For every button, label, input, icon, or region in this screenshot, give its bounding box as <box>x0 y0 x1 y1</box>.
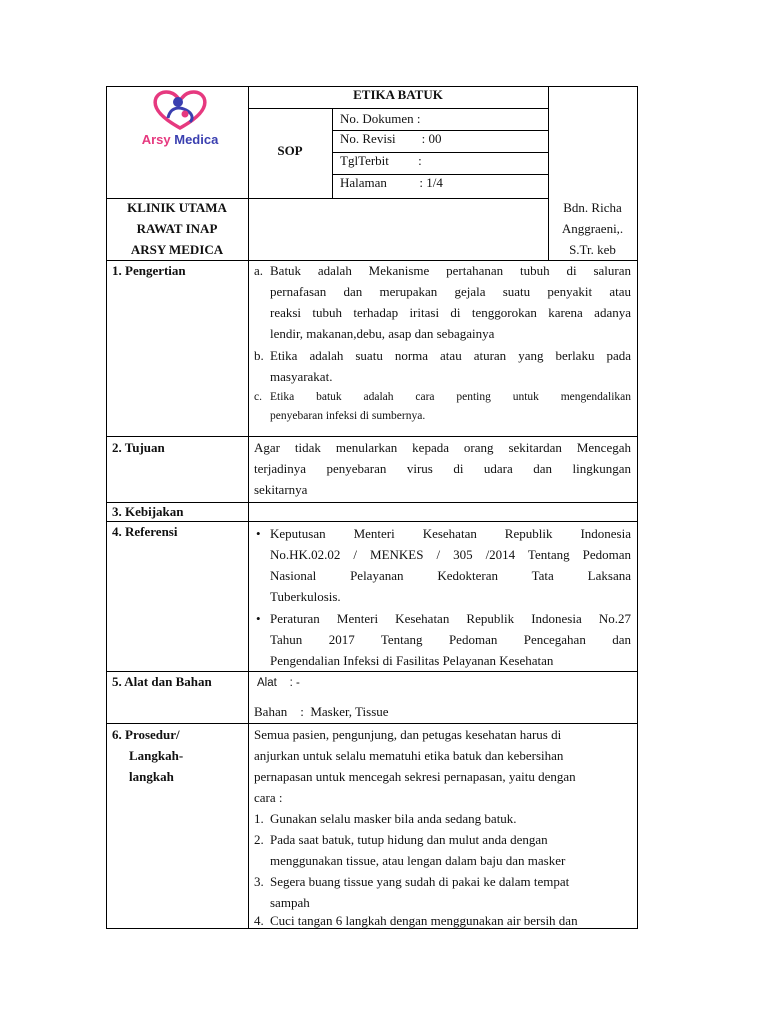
step-3-line-2: sampah <box>270 895 310 910</box>
label-pengertian: 1. Pengertian <box>112 263 186 278</box>
referensi-2-line-1: Peraturan Menteri Kesehatan Republik Indonesia No.27 <box>270 611 631 626</box>
label-prosedur-line-2: Langkah- <box>129 748 184 763</box>
row-line-kebijakan <box>106 502 638 503</box>
pengertian-a-line-4: lendir, makanan,debu, asap dan sebagainya <box>270 326 495 341</box>
marker-c: c. <box>254 391 262 403</box>
clinic-name-line-3: ARSY MEDICA <box>130 242 224 257</box>
marker-a: a. <box>254 263 264 278</box>
field-no-dokumen: No. Dokumen : <box>340 111 421 126</box>
referensi-1-line-1: Keputusan Menteri Kesehatan Republik Indonesia <box>270 526 631 541</box>
arsy-medica-logo <box>122 88 238 160</box>
header-divider-sop <box>332 108 333 198</box>
label-prosedur-line-3: langkah <box>129 769 174 784</box>
signer-line-1: Bdn. Richa <box>563 200 622 215</box>
clinic-name-line-2: RAWAT INAP <box>136 221 218 236</box>
step-2-number: 2. <box>254 832 264 847</box>
prosedur-intro-line-4: cara : <box>254 790 283 805</box>
sop-label: SOP <box>277 143 303 158</box>
logo-word-medica: Medica <box>174 132 219 147</box>
field-halaman: Halaman : 1/4 <box>340 175 443 190</box>
label-alat-bahan: 5. Alat dan Bahan <box>112 674 212 689</box>
label-referensi: 4. Referensi <box>112 524 178 539</box>
field-no-revisi: No. Revisi : 00 <box>340 131 442 146</box>
bullet-2: • <box>256 611 261 626</box>
step-3-number: 3. <box>254 874 264 889</box>
step-3-line-1: Segera buang tissue yang sudah di pakai ke dalam tempat <box>270 874 570 889</box>
logo-word-arsy: Arsy <box>141 132 171 147</box>
pengertian-c-line-1: Etika batuk adalah cara penting untuk mengendalikan <box>270 391 631 403</box>
referensi-1-line-3: Nasional Pelayanan Kedokteran Tata Laksana <box>270 568 631 583</box>
label-prosedur-line-1: 6. Prosedur/ <box>112 727 180 742</box>
step-1-number: 1. <box>254 811 264 826</box>
tujuan-line-2: terjadinya penyebaran virus di udara dan lingkungan <box>254 461 631 476</box>
marker-b: b. <box>254 348 264 363</box>
referensi-1-line-2: No.HK.02.02 / MENKES / 305 /2014 Tentang Pedoman <box>270 547 631 562</box>
step-4-number: 4. <box>254 913 264 928</box>
step-4-line-1: Cuci tangan 6 langkah dengan menggunakan air bersih dan <box>270 913 578 928</box>
row-line-referensi <box>106 521 638 522</box>
prosedur-intro-line-1: Semua pasien, pengunjung, dan petugas kesehatan harus di <box>254 727 562 742</box>
prosedur-intro-line-3: pernapasan untuk mencegah sekresi pernapasan, yaitu dengan <box>254 769 576 784</box>
label-tujuan: 2. Tujuan <box>112 440 165 455</box>
tujuan-line-1: Agar tidak menularkan kepada orang sekitardan Mencegah <box>254 440 631 455</box>
field-tgl-terbit: TglTerbit : <box>340 153 422 168</box>
pengertian-c-line-2: penyebaran infeksi di sumbernya. <box>270 410 426 422</box>
referensi-1-line-4: Tuberkulosis. <box>270 589 341 604</box>
table-border-right <box>637 86 638 929</box>
label-kebijakan: 3. Kebijakan <box>112 504 184 519</box>
pengertian-a-line-3: reaksi tubuh terhadap iritasi di tenggorokan karena adanya <box>270 305 631 320</box>
column-divider <box>248 86 249 929</box>
referensi-2-line-2: Tahun 2017 Tentang Pedoman Pencegahan dan <box>270 632 631 647</box>
mother-baby-heart-icon <box>122 88 238 132</box>
bullet-1: • <box>256 526 261 541</box>
pengertian-b-line-2: masyarakat. <box>270 369 333 384</box>
bahan-value: Bahan : Masker, Tissue <box>254 704 389 719</box>
table-border-bottom <box>106 928 638 929</box>
document-title: ETIKA BATUK <box>353 87 443 102</box>
alat-value: Alat : - <box>257 677 300 689</box>
tujuan-line-3: sekitarnya <box>254 482 308 497</box>
step-1-line-1: Gunakan selalu masker bila anda sedang batuk. <box>270 811 517 826</box>
step-2-line-1: Pada saat batuk, tutup hidung dan mulut anda dengan <box>270 832 548 847</box>
prosedur-intro-line-2: anjurkan untuk selalu mematuhi etika batuk dan kebersihan <box>254 748 564 763</box>
pengertian-a-line-2: pernafasan dan merupakan gejala suatu penyakit atau <box>270 284 631 299</box>
signer-line-3: S.Tr. keb <box>569 242 616 257</box>
pengertian-a-line-1: Batuk adalah Mekanisme pertahanan tubuh di saluran <box>270 263 631 278</box>
signer-line-2: Anggraeni,. <box>561 221 624 236</box>
clinic-name-line-1: KLINIK UTAMA <box>127 200 227 215</box>
referensi-2-line-3: Pengendalian Infeksi di Fasilitas Pelayanan Kesehatan <box>270 653 554 668</box>
pengertian-b-line-1: Etika adalah suatu norma atau aturan yang berlaku pada <box>270 348 631 363</box>
step-2-line-2: menggunakan tissue, atau lengan dalam baju dan masker <box>270 853 566 868</box>
